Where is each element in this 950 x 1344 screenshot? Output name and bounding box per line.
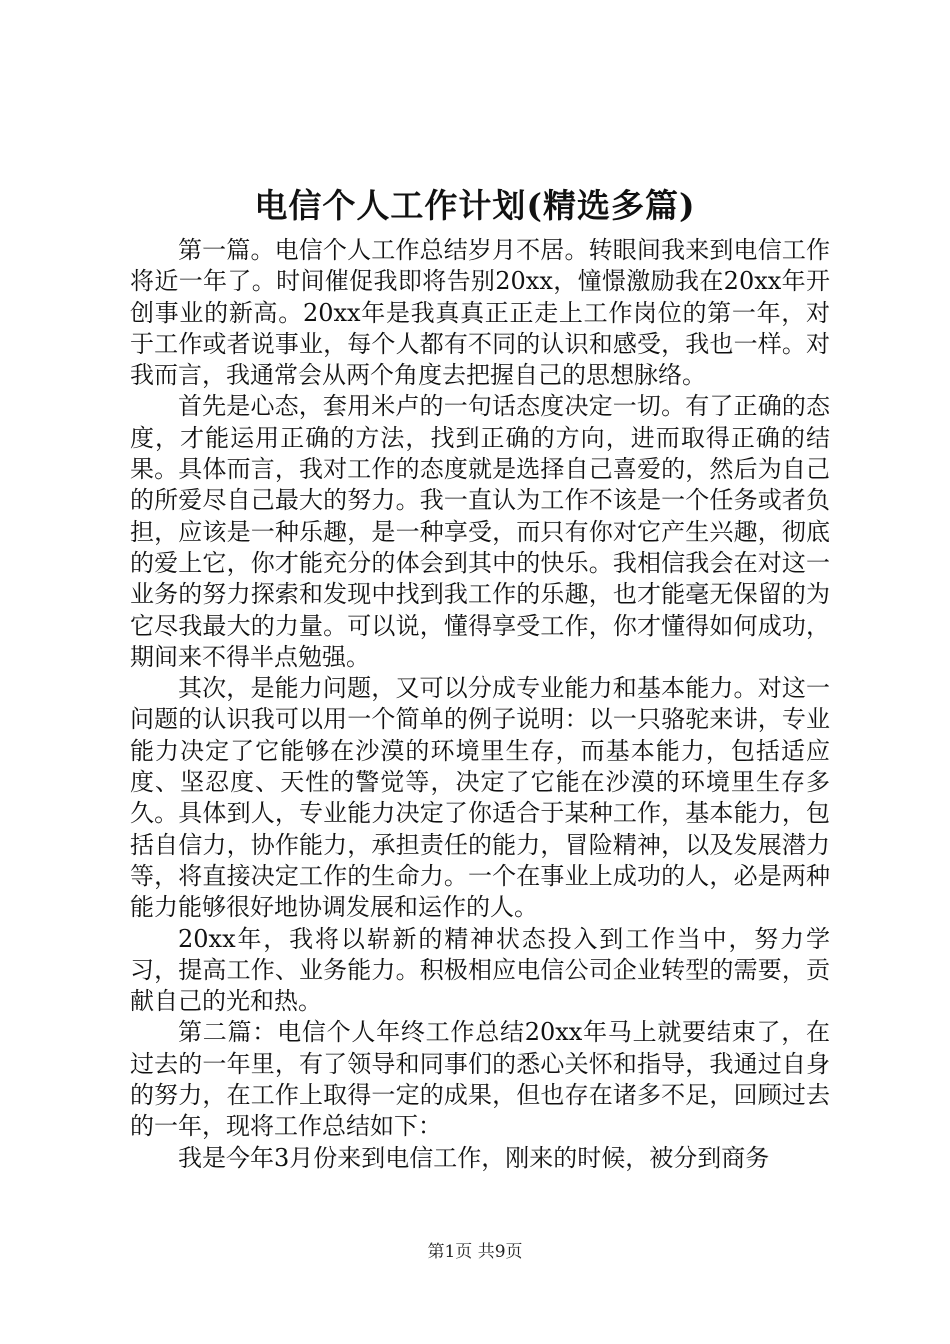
paragraph-4: 20xx年，我将以崭新的精神状态投入到工作当中，努力学习，提高工作、业务能力。积极相应电信公司企业转型的需要，贡献自己的光和热。 — [130, 924, 830, 1016]
paragraph-2: 首先是心态，套用米卢的一句话态度决定一切。有了正确的态度，才能运用正确的方法，找到正确的方向，进而取得正确的结果。具体而言，我对工作的态度就是选择自己喜爱的，然后为自己的所爱尽自己最大的努力。我一直认为工作不该是一个任务或者负担，应该是一种乐趣，是一种享受，而只有你对它产生兴趣，彻底的爱上它，你才能充分的体会到其中的快乐。我相信我会在对这一业务的努力探索和发现中找到我工作的乐趣，也才能毫无保留的为它尽我最大的力量。可以说，懂得享受工作，你才懂得如何成功，期间来不得半点勉强。 — [130, 392, 830, 671]
document-title: 电信个人工作计划(精选多篇) — [254, 186, 696, 225]
paragraph-1: 第一篇。电信个人工作总结岁月不居。转眼间我来到电信工作将近一年了。时间催促我即将告别20xx，憧憬激励我在20xx年开创事业的新高。20xx年是我真真正正走上工作岗位的第一年，对于工作或者说事业，每个人都有不同的认识和感受，我也一样。对我而言，我通常会从两个角度去把握自己的思想脉络。 — [130, 236, 830, 390]
document-body — [130, 235, 830, 1174]
paragraph-3: 其次，是能力问题，又可以分成专业能力和基本能力。对这一问题的认识我可以用一个简单的例子说明：以一只骆驼来讲，专业能力决定了它能够在沙漠的环境里生存，而基本能力，包括适应度、坚忍度、天性的警觉等，决定了它能在沙漠的环境里生存多久。具体到人，专业能力决定了你适合于某种工作，基本能力，包括自信力，协作能力，承担责任的能力，冒险精神，以及发展潜力等，将直接决定工作的生命力。一个在事业上成功的人，必是两种能力能够很好地协调发展和运作的人。 — [130, 674, 830, 922]
paragraph-6: 我是今年3月份来到电信工作，刚来的时候，被分到商务 — [178, 1143, 770, 1172]
page-number-footer: 第1页 共9页 — [427, 1242, 523, 1262]
paragraph-5: 第二篇：电信个人年终工作总结20xx年马上就要结束了，在过去的一年里，有了领导和同事们的悉心关怀和指导，我通过自身的努力，在工作上取得一定的成果，但也存在诸多不足，回顾过去的一年，现将工作总结如下： — [130, 1018, 830, 1141]
